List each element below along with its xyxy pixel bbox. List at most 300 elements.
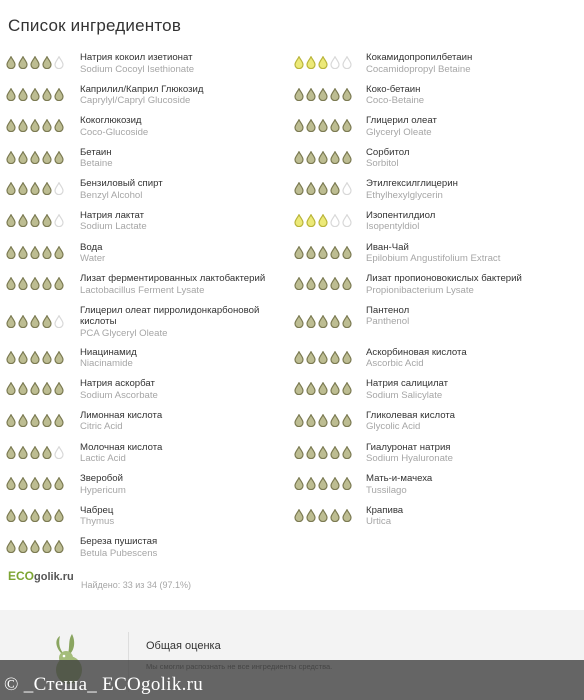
safety-rating bbox=[294, 119, 352, 133]
drop-icon bbox=[54, 414, 64, 427]
drop-icon bbox=[18, 540, 28, 553]
drop-icon bbox=[18, 277, 28, 290]
drop-icon bbox=[342, 246, 352, 259]
drop-icon bbox=[342, 277, 352, 290]
ingredient-name-ru[interactable]: Кокамидопропилбетаин bbox=[366, 52, 473, 63]
drop-icon bbox=[30, 414, 40, 427]
ingredient-row[interactable] bbox=[288, 406, 580, 438]
ingredient-names bbox=[80, 305, 290, 340]
drop-icon bbox=[306, 246, 316, 259]
drop-icon bbox=[294, 315, 304, 328]
ingredient-row[interactable] bbox=[0, 501, 292, 533]
ingredient-names bbox=[366, 305, 578, 328]
drop-icon bbox=[6, 214, 16, 227]
ingredient-name-ru[interactable]: Пантенол bbox=[366, 304, 410, 316]
safety-rating bbox=[6, 477, 64, 491]
safety-rating bbox=[6, 246, 64, 260]
ingredient-names bbox=[80, 473, 290, 496]
safety-rating bbox=[6, 414, 64, 428]
ingredient-row[interactable] bbox=[288, 301, 580, 343]
drop-icon bbox=[54, 509, 64, 522]
ingredient-names bbox=[366, 505, 578, 528]
drop-icon bbox=[18, 151, 28, 164]
ingredient-names bbox=[80, 347, 290, 370]
ingredient-name-inci: Sodium Salicylate bbox=[366, 389, 443, 401]
drop-icon bbox=[318, 119, 328, 132]
safety-rating bbox=[294, 477, 352, 491]
drop-icon bbox=[306, 382, 316, 395]
ingredient-row[interactable] bbox=[288, 238, 580, 270]
drop-icon bbox=[42, 351, 52, 364]
drop-icon bbox=[318, 246, 328, 259]
ingredient-name-inci: Sodium Lactate bbox=[80, 221, 147, 233]
ingredient-name-ru[interactable]: Натрия кокоил изетионат bbox=[80, 52, 193, 63]
drop-icon bbox=[6, 315, 16, 328]
ingredient-row[interactable] bbox=[0, 80, 292, 112]
ingredient-name-ru[interactable]: Натрия лактат bbox=[80, 209, 145, 221]
ingredient-name-inci: Betula Pubescens bbox=[80, 547, 158, 559]
drop-icon bbox=[306, 351, 316, 364]
ingredient-row[interactable] bbox=[0, 343, 292, 375]
drop-icon bbox=[330, 246, 340, 259]
ingredient-names bbox=[366, 473, 578, 496]
drop-icon bbox=[30, 88, 40, 101]
safety-rating bbox=[6, 182, 64, 196]
drop-icon bbox=[54, 151, 64, 164]
ingredient-names bbox=[80, 178, 290, 201]
drop-icon bbox=[306, 277, 316, 290]
drop-icon bbox=[42, 119, 52, 132]
drop-icon bbox=[6, 277, 16, 290]
ingredient-names bbox=[80, 442, 290, 465]
drop-icon bbox=[342, 119, 352, 132]
drop-icon bbox=[318, 214, 328, 227]
ingredient-row[interactable] bbox=[288, 80, 580, 112]
drop-icon bbox=[30, 151, 40, 164]
drop-icon bbox=[42, 446, 52, 459]
ingredient-name-inci: Thymus bbox=[80, 516, 115, 528]
drop-icon bbox=[318, 182, 328, 195]
drop-icon bbox=[6, 246, 16, 259]
ingredient-names bbox=[80, 115, 290, 138]
ingredient-row[interactable] bbox=[288, 206, 580, 238]
drop-icon bbox=[54, 446, 64, 459]
safety-rating bbox=[294, 446, 352, 460]
ingredient-name-inci: Isopentyldiol bbox=[366, 221, 420, 233]
drop-icon bbox=[318, 382, 328, 395]
safety-rating bbox=[6, 277, 64, 291]
watermark-bar bbox=[0, 660, 584, 700]
drop-icon bbox=[330, 477, 340, 490]
safety-rating bbox=[294, 351, 352, 365]
drop-icon bbox=[42, 277, 52, 290]
safety-rating bbox=[294, 246, 352, 260]
ingredient-names bbox=[366, 210, 578, 233]
safety-rating bbox=[6, 56, 64, 70]
ingredient-name-inci: Sodium Ascorbate bbox=[80, 389, 158, 401]
ingredient-name-inci: Benzyl Alcohol bbox=[80, 189, 143, 201]
drop-icon bbox=[306, 182, 316, 195]
drop-icon bbox=[330, 509, 340, 522]
safety-rating bbox=[294, 315, 352, 329]
drop-icon bbox=[54, 119, 64, 132]
drop-icon bbox=[318, 56, 328, 69]
safety-rating bbox=[294, 382, 352, 396]
ingredient-row[interactable] bbox=[0, 174, 292, 206]
drop-icon bbox=[18, 315, 28, 328]
drop-icon bbox=[18, 351, 28, 364]
ingredient-names bbox=[80, 147, 290, 170]
ingredient-name-ru[interactable]: Глицерил олеат пирролидонкарбоновой кислоты bbox=[80, 304, 260, 328]
drop-icon bbox=[342, 214, 352, 227]
drop-icon bbox=[330, 382, 340, 395]
drop-icon bbox=[6, 477, 16, 490]
drop-icon bbox=[30, 246, 40, 259]
ingredient-names bbox=[80, 410, 290, 433]
drop-icon bbox=[54, 351, 64, 364]
safety-rating bbox=[6, 214, 64, 228]
drop-icon bbox=[42, 509, 52, 522]
ingredient-row[interactable] bbox=[288, 174, 580, 206]
ingredient-row[interactable] bbox=[288, 111, 580, 143]
ingredient-row[interactable] bbox=[288, 343, 580, 375]
safety-rating bbox=[6, 315, 64, 329]
ingredient-names bbox=[366, 242, 578, 265]
ingredient-row[interactable] bbox=[0, 111, 292, 143]
ingredient-row[interactable] bbox=[0, 532, 292, 564]
drop-icon bbox=[318, 88, 328, 101]
ingredient-name-ru[interactable]: Крапива bbox=[366, 504, 404, 516]
drop-icon bbox=[6, 351, 16, 364]
drop-icon bbox=[342, 509, 352, 522]
ingredient-name-inci: Ascorbic Acid bbox=[366, 358, 424, 370]
ecogolik-logo[interactable] bbox=[8, 569, 74, 583]
drop-icon bbox=[318, 315, 328, 328]
drop-icon bbox=[342, 151, 352, 164]
drop-icon bbox=[294, 246, 304, 259]
drop-icon bbox=[30, 315, 40, 328]
ingredient-name-ru[interactable]: Молочная кислота bbox=[80, 441, 163, 453]
ingredient-row[interactable] bbox=[288, 374, 580, 406]
drop-icon bbox=[54, 277, 64, 290]
ingredient-names bbox=[80, 210, 290, 233]
safety-rating bbox=[294, 56, 352, 70]
safety-rating bbox=[6, 151, 64, 165]
drop-icon bbox=[30, 277, 40, 290]
drop-icon bbox=[294, 382, 304, 395]
ingredient-name-inci: Coco-Glucoside bbox=[80, 126, 149, 138]
drop-icon bbox=[18, 182, 28, 195]
ingredient-names bbox=[366, 273, 578, 296]
drop-icon bbox=[330, 182, 340, 195]
drop-icon bbox=[6, 88, 16, 101]
ingredient-row[interactable] bbox=[0, 438, 292, 470]
ingredient-name-inci: Sorbitol bbox=[366, 158, 399, 170]
ingredient-names bbox=[366, 442, 578, 465]
ingredient-name-inci: Citric Acid bbox=[80, 421, 123, 433]
ingredient-row[interactable] bbox=[0, 206, 292, 238]
ingredient-names bbox=[366, 378, 578, 401]
drop-icon bbox=[54, 315, 64, 328]
drop-icon bbox=[18, 119, 28, 132]
ingredient-name-inci: Hypericum bbox=[80, 484, 126, 496]
drop-icon bbox=[330, 214, 340, 227]
ingredient-names bbox=[366, 178, 578, 201]
drop-icon bbox=[30, 540, 40, 553]
ingredient-name-ru[interactable]: Глицерил олеат bbox=[366, 115, 437, 127]
drop-icon bbox=[54, 88, 64, 101]
ingredient-name-inci: Lactic Acid bbox=[80, 453, 126, 465]
logo-golik-text: golik.ru bbox=[34, 571, 74, 583]
drop-icon bbox=[42, 246, 52, 259]
drop-icon bbox=[330, 151, 340, 164]
ingredient-name-inci: Ethylhexylglycerin bbox=[366, 189, 443, 201]
safety-rating bbox=[6, 382, 64, 396]
drop-icon bbox=[294, 214, 304, 227]
ingredient-name-ru[interactable]: Вода bbox=[80, 241, 103, 253]
drop-icon bbox=[342, 414, 352, 427]
drop-icon bbox=[54, 56, 64, 69]
drop-icon bbox=[30, 56, 40, 69]
drop-icon bbox=[6, 509, 16, 522]
drop-icon bbox=[342, 88, 352, 101]
ingredient-names bbox=[80, 273, 290, 296]
drop-icon bbox=[294, 509, 304, 522]
drop-icon bbox=[6, 540, 16, 553]
drop-icon bbox=[294, 446, 304, 459]
ingredient-row[interactable] bbox=[0, 469, 292, 501]
drop-icon bbox=[6, 56, 16, 69]
drop-icon bbox=[294, 182, 304, 195]
ingredient-row[interactable] bbox=[288, 143, 580, 175]
drop-icon bbox=[30, 477, 40, 490]
drop-icon bbox=[318, 351, 328, 364]
drop-icon bbox=[342, 351, 352, 364]
ingredient-name-inci: Panthenol bbox=[366, 316, 410, 328]
ingredient-names bbox=[366, 84, 578, 107]
drop-icon bbox=[54, 382, 64, 395]
drop-icon bbox=[330, 277, 340, 290]
drop-icon bbox=[18, 246, 28, 259]
drop-icon bbox=[30, 182, 40, 195]
ingredient-names bbox=[80, 52, 290, 75]
ingredient-name-ru[interactable]: Бензиловый спирт bbox=[80, 178, 163, 190]
safety-rating bbox=[6, 119, 64, 133]
drop-icon bbox=[42, 151, 52, 164]
ingredient-row[interactable] bbox=[0, 406, 292, 438]
ingredient-name-ru[interactable]: Лизат пропионовокислых бактерий bbox=[366, 273, 522, 285]
drop-icon bbox=[30, 119, 40, 132]
drop-icon bbox=[54, 182, 64, 195]
ingredient-name-inci: Propionibacterium Lysate bbox=[366, 284, 474, 296]
safety-rating bbox=[294, 182, 352, 196]
ingredient-names bbox=[366, 52, 578, 75]
drop-icon bbox=[294, 119, 304, 132]
ingredient-name-ru[interactable]: Гиалуронат натрия bbox=[366, 441, 451, 453]
safety-rating bbox=[6, 446, 64, 460]
ingredient-name-ru[interactable]: Аскорбиновая кислота bbox=[366, 346, 467, 358]
drop-icon bbox=[342, 382, 352, 395]
drop-icon bbox=[306, 414, 316, 427]
drop-icon bbox=[30, 214, 40, 227]
safety-rating bbox=[6, 540, 64, 554]
drop-icon bbox=[294, 351, 304, 364]
page-title: Список ингредиентов bbox=[8, 16, 182, 35]
ingredient-name-ru[interactable]: Чабрец bbox=[80, 504, 114, 516]
drop-icon bbox=[318, 477, 328, 490]
drop-icon bbox=[6, 414, 16, 427]
ingredient-row[interactable] bbox=[288, 501, 580, 533]
drop-icon bbox=[54, 214, 64, 227]
ingredient-row[interactable] bbox=[0, 269, 292, 301]
drop-icon bbox=[42, 315, 52, 328]
safety-rating bbox=[294, 277, 352, 291]
ingredient-names bbox=[366, 347, 578, 370]
drop-icon bbox=[42, 214, 52, 227]
ingredient-row[interactable] bbox=[288, 269, 580, 301]
ingredient-name-ru[interactable]: Ниацинамид bbox=[80, 346, 137, 358]
ingredient-name-ru[interactable]: Изопентилдиол bbox=[366, 209, 436, 221]
ingredient-name-ru[interactable]: Коко-бетаин bbox=[366, 83, 421, 95]
drop-icon bbox=[330, 119, 340, 132]
drop-icon bbox=[342, 446, 352, 459]
drop-icon bbox=[30, 382, 40, 395]
drop-icon bbox=[18, 88, 28, 101]
ingredient-row[interactable] bbox=[0, 301, 292, 343]
drop-icon bbox=[18, 56, 28, 69]
ingredient-names bbox=[80, 536, 290, 559]
ingredient-name-ru[interactable]: Лимонная кислота bbox=[80, 409, 163, 421]
safety-rating bbox=[294, 88, 352, 102]
ingredient-row[interactable] bbox=[0, 143, 292, 175]
drop-icon bbox=[306, 446, 316, 459]
ingredient-row[interactable] bbox=[0, 238, 292, 270]
ingredient-name-inci: Glyceryl Oleate bbox=[366, 126, 432, 138]
ingredient-name-inci: Niacinamide bbox=[80, 358, 133, 370]
ingredient-name-inci: Betaine bbox=[80, 158, 113, 170]
ingredient-name-inci: Sodium Cocoyl Isethionate bbox=[80, 63, 195, 75]
drop-icon bbox=[294, 56, 304, 69]
safety-rating bbox=[294, 509, 352, 523]
drop-icon bbox=[318, 509, 328, 522]
ingredient-names bbox=[366, 115, 578, 138]
drop-icon bbox=[318, 446, 328, 459]
drop-icon bbox=[18, 446, 28, 459]
drop-icon bbox=[30, 509, 40, 522]
drop-icon bbox=[42, 88, 52, 101]
drop-icon bbox=[342, 315, 352, 328]
drop-icon bbox=[306, 477, 316, 490]
drop-icon bbox=[42, 382, 52, 395]
drop-icon bbox=[6, 119, 16, 132]
drop-icon bbox=[18, 214, 28, 227]
drop-icon bbox=[342, 182, 352, 195]
drop-icon bbox=[330, 88, 340, 101]
ingredient-names bbox=[80, 84, 290, 107]
ingredient-name-inci: Lactobacillus Ferment Lysate bbox=[80, 284, 205, 296]
drop-icon bbox=[330, 446, 340, 459]
drop-icon bbox=[294, 277, 304, 290]
drop-icon bbox=[18, 414, 28, 427]
drop-icon bbox=[306, 315, 316, 328]
ingredient-name-ru[interactable]: Мать-и-мачеха bbox=[366, 473, 433, 485]
ingredient-name-ru[interactable]: Этилгексилглицерин bbox=[366, 178, 458, 190]
drop-icon bbox=[330, 351, 340, 364]
ingredient-name-inci: Urtica bbox=[366, 516, 392, 528]
ingredient-name-inci: Tussilago bbox=[366, 484, 407, 496]
ingredient-column-right bbox=[288, 48, 580, 532]
drop-icon bbox=[294, 477, 304, 490]
drop-icon bbox=[18, 382, 28, 395]
found-count: Найдено: 33 из 34 (97.1%) bbox=[81, 580, 191, 590]
ingredient-row[interactable] bbox=[288, 438, 580, 470]
drop-icon bbox=[306, 88, 316, 101]
drop-icon bbox=[6, 151, 16, 164]
ingredient-name-inci: Caprylyl/Capryl Glucoside bbox=[80, 95, 191, 107]
drop-icon bbox=[42, 540, 52, 553]
drop-icon bbox=[42, 477, 52, 490]
ingredient-row[interactable] bbox=[288, 48, 580, 80]
safety-rating bbox=[6, 509, 64, 523]
watermark-text: © _Стеша_ ECOgolik.ru bbox=[4, 674, 204, 695]
drop-icon bbox=[54, 246, 64, 259]
drop-icon bbox=[42, 414, 52, 427]
ingredient-name-ru[interactable]: Натрия аскорбат bbox=[80, 378, 155, 390]
ingredient-names bbox=[80, 378, 290, 401]
drop-icon bbox=[330, 56, 340, 69]
drop-icon bbox=[342, 477, 352, 490]
drop-icon bbox=[6, 182, 16, 195]
ingredient-name-ru[interactable]: Натрия салицилат bbox=[366, 378, 449, 390]
ingredient-name-ru[interactable]: Кокоглюкозид bbox=[80, 115, 142, 127]
ingredient-name-ru[interactable]: Иван-Чай bbox=[366, 241, 409, 253]
ingredient-name-ru[interactable]: Каприлил/Каприл Глюкозид bbox=[80, 83, 204, 95]
drop-icon bbox=[318, 277, 328, 290]
drop-icon bbox=[54, 540, 64, 553]
ingredient-name-ru[interactable]: Гликолевая кислота bbox=[366, 409, 455, 421]
drop-icon bbox=[18, 477, 28, 490]
ingredient-names bbox=[366, 147, 578, 170]
ingredient-name-ru[interactable]: Бетаин bbox=[80, 146, 112, 158]
drop-icon bbox=[294, 414, 304, 427]
drop-icon bbox=[6, 446, 16, 459]
drop-icon bbox=[6, 382, 16, 395]
ingredient-name-ru[interactable]: Сорбитол bbox=[366, 146, 410, 158]
drop-icon bbox=[42, 182, 52, 195]
ingredient-name-ru[interactable]: Зверобой bbox=[80, 473, 123, 485]
ingredient-name-inci: PCA Glyceryl Oleate bbox=[80, 327, 168, 339]
ingredient-names bbox=[366, 410, 578, 433]
ingredient-name-ru[interactable]: Лизат ферментированных лактобактерий bbox=[80, 273, 266, 285]
ingredient-names bbox=[80, 242, 290, 265]
ingredient-name-inci: Coco-Betaine bbox=[366, 95, 425, 107]
ingredient-name-ru[interactable]: Береза пушистая bbox=[80, 536, 158, 548]
drop-icon bbox=[306, 119, 316, 132]
drop-icon bbox=[306, 151, 316, 164]
safety-rating bbox=[6, 88, 64, 102]
ingredient-row[interactable] bbox=[0, 48, 292, 80]
logo-eco-text: ECO bbox=[8, 569, 35, 583]
drop-icon bbox=[306, 214, 316, 227]
drop-icon bbox=[42, 56, 52, 69]
safety-rating bbox=[294, 151, 352, 165]
safety-rating bbox=[294, 214, 352, 228]
drop-icon bbox=[30, 446, 40, 459]
safety-rating bbox=[294, 414, 352, 428]
drop-icon bbox=[30, 351, 40, 364]
ingredient-row[interactable] bbox=[0, 374, 292, 406]
ingredient-row[interactable] bbox=[288, 469, 580, 501]
